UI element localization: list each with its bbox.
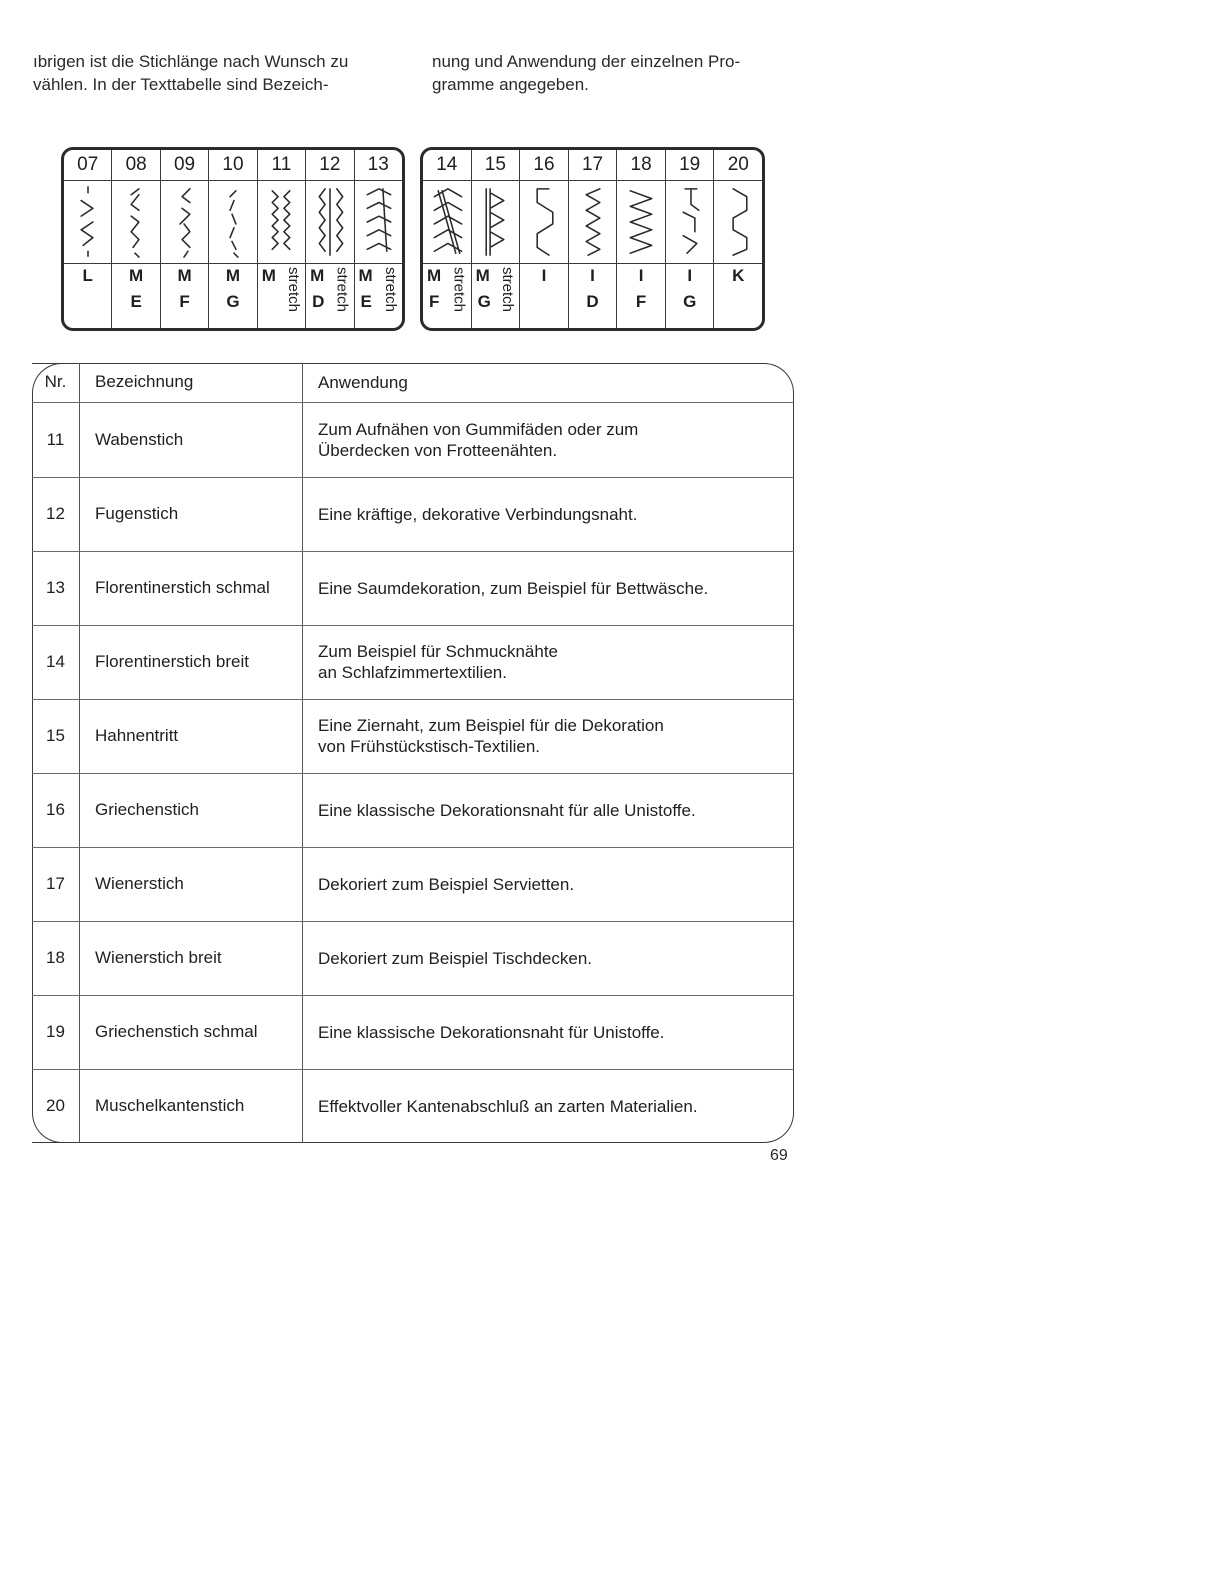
presser-foot-info (520, 264, 568, 328)
row-nr: 18 (46, 948, 65, 967)
stitch-drawing (520, 181, 568, 264)
row-nr: 16 (46, 800, 65, 819)
program-number: 13 (355, 150, 402, 181)
presser-foot-code: L (82, 266, 93, 285)
presser-foot-info (423, 264, 471, 328)
row-bezeichnung: Wienerstich (95, 874, 184, 893)
row-nr: 15 (46, 726, 65, 745)
presser-foot-letter: F (179, 292, 190, 311)
row-bezeichnung: Florentinerstich breit (95, 652, 250, 671)
program-number: 07 (64, 150, 111, 181)
row-nr: 11 (46, 430, 65, 449)
stitch-program-20 (714, 150, 762, 328)
row-bezeichnung: Muschelkantenstich (95, 1096, 245, 1115)
anwendung-line-1: Dekoriert zum Beispiel Tischdecken. (318, 949, 593, 968)
stitch-program-17 (569, 150, 618, 328)
row-anwendung (318, 641, 788, 683)
stitch-drawing (258, 181, 305, 264)
anwendung-line-2: an Schlafzimmertextilien. (318, 663, 507, 682)
stitch-program-10 (209, 150, 257, 328)
presser-foot-info (714, 264, 762, 328)
presser-foot-info (472, 264, 520, 328)
stretch-label: stretch (499, 267, 517, 313)
stretch-label: stretch (381, 267, 399, 313)
anwendung-line-1: Effektvoller Kantenabschluß an zarten Materialien. (318, 1097, 698, 1116)
stitch-drawing (423, 181, 471, 264)
row-nr: 13 (46, 578, 65, 597)
presser-foot-code: I (541, 266, 547, 285)
program-number: 17 (569, 150, 617, 181)
row-anwendung (318, 948, 788, 969)
presser-foot-code: M (427, 266, 442, 285)
presser-foot-code: M (475, 266, 490, 285)
program-number: 16 (520, 150, 568, 181)
table-row (32, 1069, 794, 1143)
row-anwendung (318, 715, 788, 757)
presser-foot-letter: D (586, 292, 599, 311)
stitch-table (32, 363, 794, 1143)
row-nr: 14 (46, 652, 65, 671)
stitch-pattern-icon (166, 183, 204, 261)
intro-right-column (432, 50, 812, 96)
program-number: 15 (472, 150, 520, 181)
stitch-panel-right (420, 147, 765, 331)
program-number: 20 (714, 150, 762, 181)
presser-foot-code: I (638, 266, 644, 285)
stitch-panel-right-columns (423, 150, 762, 328)
stitch-pattern-icon (574, 183, 612, 261)
stitch-drawing (714, 181, 762, 264)
anwendung-line-1: Zum Aufnähen von Gummifäden oder zum (318, 420, 639, 439)
program-number: 19 (666, 150, 714, 181)
presser-foot-code: M (310, 266, 325, 285)
anwendung-line-2: von Frühstückstisch-Textilien. (318, 737, 541, 756)
table-row (32, 773, 794, 847)
row-nr: 19 (46, 1022, 65, 1041)
page-number: 69 (770, 1147, 788, 1164)
presser-foot-info (258, 264, 305, 328)
row-anwendung (318, 504, 788, 525)
row-anwendung (318, 1096, 788, 1117)
stitch-program-16 (520, 150, 569, 328)
intro-right-line-1: nung und Anwendung der einzelnen Pro- (432, 52, 741, 71)
stitch-program-07 (64, 150, 112, 328)
stitch-drawing (617, 181, 665, 264)
stitch-drawing (569, 181, 617, 264)
presser-foot-info (306, 264, 353, 328)
program-number: 08 (112, 150, 159, 181)
stitch-drawing (64, 181, 111, 264)
header-nr: Nr. (44, 372, 67, 391)
stitch-drawing (306, 181, 353, 264)
program-number: 11 (258, 150, 305, 181)
row-anwendung (318, 800, 788, 821)
stitch-drawing (355, 181, 402, 264)
program-number: 18 (617, 150, 665, 181)
stitch-pattern-icon (69, 183, 107, 261)
program-number: 10 (209, 150, 256, 181)
presser-foot-letter: G (683, 292, 697, 311)
presser-foot-code: M (177, 266, 192, 285)
row-bezeichnung: Florentinerstich schmal (95, 578, 270, 597)
row-bezeichnung: Hahnentritt (95, 726, 179, 745)
presser-foot-letter: F (635, 292, 647, 311)
anwendung-line-1: Zum Beispiel für Schmucknähte (318, 642, 558, 661)
row-bezeichnung: Wabenstich (95, 430, 184, 449)
table-row (32, 625, 794, 699)
stitch-program-13 (355, 150, 402, 328)
table-row (32, 477, 794, 551)
row-anwendung (318, 419, 788, 461)
row-bezeichnung: Wienerstich breit (95, 948, 222, 967)
presser-foot-letter: F (429, 292, 440, 311)
stitch-panel-left (61, 147, 405, 331)
stitch-pattern-icon (428, 183, 466, 261)
row-nr: 12 (46, 504, 65, 523)
stitch-program-19 (666, 150, 715, 328)
stitch-program-12 (306, 150, 354, 328)
row-anwendung (318, 1022, 788, 1043)
stitch-drawing (666, 181, 714, 264)
presser-foot-code: M (225, 266, 241, 285)
program-number: 09 (161, 150, 208, 181)
stitch-pattern-icon (719, 183, 757, 261)
table-row (32, 699, 794, 773)
stitch-pattern-icon (671, 183, 709, 261)
stitch-pattern-icon (214, 183, 252, 261)
stitch-program-15 (472, 150, 521, 328)
presser-foot-letter: G (477, 292, 491, 311)
presser-foot-letter: D (312, 292, 325, 311)
stitch-program-09 (161, 150, 209, 328)
stitch-program-18 (617, 150, 666, 328)
header-anwendung: Anwendung (318, 373, 408, 392)
presser-foot-info (161, 264, 208, 328)
presser-foot-code: M (358, 266, 373, 285)
presser-foot-letter: E (360, 292, 372, 311)
row-nr: 20 (46, 1096, 65, 1115)
table-row (32, 551, 794, 625)
row-anwendung (318, 578, 788, 599)
intro-left-column (33, 50, 413, 96)
stitch-pattern-icon (622, 183, 660, 261)
table-row (32, 995, 794, 1069)
program-number: 14 (423, 150, 471, 181)
stretch-label: stretch (333, 267, 351, 313)
header-bezeichnung: Bezeichnung (95, 372, 194, 391)
anwendung-line-1: Eine kräftige, dekorative Verbindungsnaht. (318, 505, 638, 524)
table-row (32, 403, 794, 477)
presser-foot-info (64, 264, 111, 328)
stitch-program-11 (258, 150, 306, 328)
stitch-pattern-icon (311, 183, 349, 261)
presser-foot-info (569, 264, 617, 328)
stitch-drawing (209, 181, 256, 264)
stitch-drawing (112, 181, 159, 264)
stretch-label: stretch (450, 267, 468, 313)
stitch-pattern-icon (476, 183, 514, 261)
stretch-label: stretch (285, 267, 303, 313)
intro-right-line-2: gramme angegeben. (432, 75, 589, 94)
anwendung-line-2: Überdecken von Frotteenähten. (318, 441, 558, 460)
presser-foot-info (209, 264, 256, 328)
presser-foot-letter: E (130, 292, 142, 311)
stitch-program-14 (423, 150, 472, 328)
row-nr: 17 (46, 874, 65, 893)
stitch-pattern-icon (262, 183, 300, 261)
stitch-pattern-icon (117, 183, 155, 261)
presser-foot-info (617, 264, 665, 328)
presser-foot-code: K (732, 266, 745, 285)
presser-foot-info (666, 264, 714, 328)
table-row (32, 847, 794, 921)
presser-foot-code: M (261, 266, 276, 285)
row-anwendung (318, 874, 788, 895)
anwendung-line-1: Eine Ziernaht, zum Beispiel für die Dekoration (318, 716, 664, 735)
stitch-pattern-icon (525, 183, 563, 261)
program-number: 12 (306, 150, 353, 181)
intro-left-line-2: vählen. In der Texttabelle sind Bezeich- (33, 75, 329, 94)
stitch-drawing (472, 181, 520, 264)
anwendung-line-1: Eine klassische Dekorationsnaht für alle Unistoffe. (318, 801, 696, 820)
intro-left-line-1: ıbrigen ist die Stichlänge nach Wunsch zu (33, 52, 349, 71)
table-row (32, 921, 794, 995)
presser-foot-info (112, 264, 159, 328)
presser-foot-code: I (687, 266, 693, 285)
row-bezeichnung: Griechenstich schmal (95, 1022, 258, 1041)
stitch-program-08 (112, 150, 160, 328)
row-bezeichnung: Fugenstich (95, 504, 179, 523)
stitch-panel-left-columns (64, 150, 402, 328)
anwendung-line-1: Eine klassische Dekorationsnaht für Unistoffe. (318, 1023, 665, 1042)
stitch-drawing (161, 181, 208, 264)
presser-foot-code: I (590, 266, 595, 285)
presser-foot-letter: G (226, 292, 240, 311)
stitch-pattern-icon (359, 183, 397, 261)
row-bezeichnung: Griechenstich (95, 800, 199, 819)
anwendung-line-1: Dekoriert zum Beispiel Servietten. (318, 875, 575, 894)
anwendung-line-1: Eine Saumdekoration, zum Beispiel für Bettwäsche. (318, 579, 709, 598)
presser-foot-info (355, 264, 402, 328)
presser-foot-code: M (129, 266, 144, 285)
